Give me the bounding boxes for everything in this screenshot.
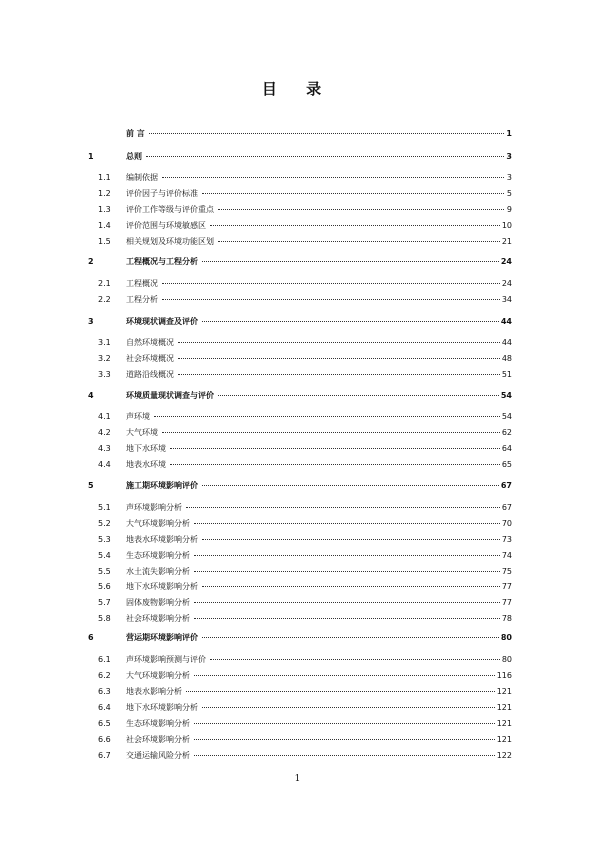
toc-entry-page: 5 (506, 189, 512, 198)
toc-entry[interactable] (88, 188, 512, 200)
toc-entry-label: 社会环境概况 (126, 354, 174, 363)
toc-entry-page: 3 (506, 173, 512, 182)
toc-entry-label: 生态环境影响分析 (126, 551, 190, 560)
toc-entry-label: 交通运输风险分析 (126, 751, 190, 760)
toc-entry-page: 9 (506, 205, 512, 214)
toc-leader-dots (178, 342, 500, 343)
toc-entry-number: 5.7 (98, 598, 111, 607)
toc-entry-page: 1 (506, 129, 512, 138)
toc-entry-label: 道路沿线概况 (126, 370, 174, 379)
toc-leader-dots (154, 416, 500, 417)
toc-entry[interactable] (88, 411, 512, 423)
toc-entry[interactable] (88, 670, 512, 682)
toc-entry-number: 6.6 (98, 735, 111, 744)
toc-entry-number: 5 (88, 481, 94, 490)
toc-entry-number: 1.4 (98, 221, 111, 230)
toc-entry-number: 2 (88, 257, 94, 266)
toc-entry[interactable] (88, 734, 512, 746)
toc-entry[interactable] (88, 369, 512, 381)
toc-entry-number: 6 (88, 633, 94, 642)
toc-entry-page: 80 (500, 633, 512, 642)
toc-entry-number: 6.4 (98, 703, 111, 712)
toc-entry[interactable] (88, 581, 512, 593)
toc-entry[interactable] (88, 480, 512, 492)
toc-leader-dots (194, 739, 495, 740)
toc-entry-page: 48 (501, 354, 512, 363)
toc-leader-dots (194, 618, 500, 619)
toc-entry-label: 社会环境影响分析 (126, 614, 190, 623)
toc-entry-number: 3.1 (98, 338, 111, 347)
toc-entry-number: 3 (88, 317, 94, 326)
toc-entry-label: 评价因子与评价标准 (126, 189, 198, 198)
toc-entry-page: 80 (501, 655, 512, 664)
toc-leader-dots (149, 133, 504, 134)
toc-leader-dots (218, 395, 499, 396)
toc-entry[interactable] (88, 459, 512, 471)
toc-entry-page: 75 (501, 567, 512, 576)
toc-leader-dots (202, 586, 500, 587)
toc-entry-page: 24 (501, 279, 512, 288)
toc-entry-number: 4.2 (98, 428, 111, 437)
toc-entry-number: 5.4 (98, 551, 111, 560)
toc-entry-label: 总则 (126, 152, 142, 161)
toc-entry-number: 4.4 (98, 460, 111, 469)
toc-leader-dots (202, 485, 499, 486)
toc-entry[interactable] (88, 172, 512, 184)
toc-leader-dots (194, 675, 495, 676)
toc-entry[interactable] (88, 427, 512, 439)
toc-entry-number: 3.2 (98, 354, 111, 363)
toc-leader-dots (202, 707, 495, 708)
toc-entry-label: 声环境影响分析 (126, 503, 182, 512)
toc-leader-dots (194, 523, 500, 524)
toc-entry-page: 70 (501, 519, 512, 528)
toc-entry-number: 5.5 (98, 567, 111, 576)
toc-entry-label: 地下水环境 (126, 444, 166, 453)
toc-entry[interactable] (88, 236, 512, 248)
toc-entry-label: 地下水环境影响分析 (126, 582, 198, 591)
toc-entry-number: 6.7 (98, 751, 111, 760)
toc-entry-page: 122 (496, 751, 512, 760)
toc-leader-dots (178, 374, 500, 375)
toc-entry-page: 121 (496, 687, 512, 696)
toc-entry[interactable] (88, 151, 512, 163)
toc-leader-dots (170, 464, 500, 465)
toc-entry-label: 工程分析 (126, 295, 158, 304)
toc-entry-number: 2.2 (98, 295, 111, 304)
toc-entry-label: 大气环境 (126, 428, 158, 437)
toc-leader-dots (186, 691, 495, 692)
toc-entry-label: 环境质量现状调查与评价 (126, 391, 214, 400)
toc-entry[interactable] (88, 686, 512, 698)
toc-entry[interactable] (88, 353, 512, 365)
toc-leader-dots (162, 283, 500, 284)
toc-entry-number: 4.1 (98, 412, 111, 421)
table-of-contents (88, 0, 512, 841)
toc-entry-label: 工程概况 (126, 279, 158, 288)
toc-entry-label: 施工期环境影响评价 (126, 481, 198, 490)
toc-leader-dots (202, 261, 499, 262)
page-number: 1 (294, 774, 301, 784)
toc-entry-page: 51 (501, 370, 512, 379)
toc-entry[interactable] (88, 316, 512, 328)
toc-entry-label: 声环境 (126, 412, 150, 421)
toc-entry-label: 编制依据 (126, 173, 158, 182)
toc-entry-number: 4.3 (98, 444, 111, 453)
toc-entry[interactable] (88, 294, 512, 306)
toc-entry-page: 65 (501, 460, 512, 469)
toc-entry[interactable] (88, 128, 512, 140)
toc-leader-dots (202, 637, 499, 638)
toc-leader-dots (218, 241, 500, 242)
toc-leader-dots (162, 432, 500, 433)
toc-entry[interactable] (88, 502, 512, 514)
toc-entry[interactable] (88, 702, 512, 714)
toc-entry-page: 54 (501, 412, 512, 421)
toc-entry[interactable] (88, 566, 512, 578)
toc-entry-page: 44 (500, 317, 512, 326)
toc-leader-dots (210, 659, 500, 660)
toc-entry-number: 5.3 (98, 535, 111, 544)
toc-leader-dots (170, 448, 500, 449)
toc-entry-label: 地下水环境影响分析 (126, 703, 198, 712)
toc-leader-dots (186, 507, 500, 508)
toc-entry-label: 地表水环境 (126, 460, 166, 469)
toc-leader-dots (194, 723, 495, 724)
toc-entry-page: 67 (501, 503, 512, 512)
toc-leader-dots (162, 177, 504, 178)
toc-leader-dots (202, 321, 499, 322)
toc-entry-number: 6.2 (98, 671, 111, 680)
toc-entry[interactable] (88, 443, 512, 455)
toc-entry-number: 6.5 (98, 719, 111, 728)
toc-entry-number: 5.6 (98, 582, 111, 591)
toc-entry-page: 77 (501, 598, 512, 607)
toc-leader-dots (162, 299, 500, 300)
toc-entry-page: 24 (500, 257, 512, 266)
toc-entry-page: 77 (501, 582, 512, 591)
toc-entry[interactable] (88, 718, 512, 730)
toc-entry-label: 自然环境概况 (126, 338, 174, 347)
toc-entry-label: 评价范围与环境敏感区 (126, 221, 206, 230)
toc-leader-dots (202, 193, 504, 194)
toc-entry[interactable] (88, 204, 512, 216)
toc-entry-number: 4 (88, 391, 94, 400)
toc-entry-page: 3 (506, 152, 512, 161)
toc-entry-label: 社会环境影响分析 (126, 735, 190, 744)
toc-entry-page: 21 (501, 237, 512, 246)
toc-leader-dots (202, 539, 500, 540)
toc-entry-number: 1.5 (98, 237, 111, 246)
toc-entry-label: 水土流失影响分析 (126, 567, 190, 576)
toc-entry[interactable] (88, 654, 512, 666)
toc-entry-label: 大气环境影响分析 (126, 519, 190, 528)
toc-entry-label: 生态环境影响分析 (126, 719, 190, 728)
toc-entry-label: 大气环境影响分析 (126, 671, 190, 680)
toc-entry[interactable] (88, 337, 512, 349)
toc-leader-dots (194, 571, 500, 572)
toc-entry-number: 5.8 (98, 614, 111, 623)
toc-entry-page: 62 (501, 428, 512, 437)
toc-entry[interactable] (88, 256, 512, 268)
toc-entry[interactable] (88, 534, 512, 546)
toc-leader-dots (146, 156, 504, 157)
toc-entry-page: 34 (501, 295, 512, 304)
toc-entry-number: 6.3 (98, 687, 111, 696)
toc-entry-number: 3.3 (98, 370, 111, 379)
toc-leader-dots (210, 225, 500, 226)
toc-entry-label: 相关规划及环境功能区划 (126, 237, 214, 246)
toc-entry-page: 74 (501, 551, 512, 560)
toc-entry[interactable] (88, 613, 512, 625)
toc-leader-dots (178, 358, 500, 359)
toc-entry-page: 121 (496, 719, 512, 728)
toc-entry-page: 54 (500, 391, 512, 400)
page-title: 目 录 (261, 80, 334, 98)
toc-entry-number: 1 (88, 152, 94, 161)
toc-leader-dots (218, 209, 504, 210)
toc-entry-label: 前 言 (126, 129, 145, 138)
toc-entry-label: 声环境影响预测与评价 (126, 655, 206, 664)
toc-entry[interactable] (88, 632, 512, 644)
toc-entry[interactable] (88, 750, 512, 762)
toc-entry[interactable] (88, 518, 512, 530)
toc-entry-page: 121 (496, 735, 512, 744)
toc-entry[interactable] (88, 597, 512, 609)
toc-entry-page: 121 (496, 703, 512, 712)
toc-entry-page: 116 (496, 671, 512, 680)
toc-entry-page: 78 (501, 614, 512, 623)
toc-entry-page: 44 (501, 338, 512, 347)
toc-entry-label: 地表水影响分析 (126, 687, 182, 696)
toc-entry-number: 1.1 (98, 173, 111, 182)
toc-entry-page: 10 (501, 221, 512, 230)
toc-entry-number: 1.3 (98, 205, 111, 214)
toc-entry[interactable] (88, 390, 512, 402)
toc-leader-dots (194, 555, 500, 556)
toc-entry-label: 环境现状调查及评价 (126, 317, 198, 326)
toc-entry[interactable] (88, 550, 512, 562)
toc-entry-label: 固体废物影响分析 (126, 598, 190, 607)
toc-entry-label: 工程概况与工程分析 (126, 257, 198, 266)
toc-entry-page: 73 (501, 535, 512, 544)
toc-entry-number: 5.1 (98, 503, 111, 512)
toc-entry-label: 评价工作等级与评价重点 (126, 205, 214, 214)
toc-entry[interactable] (88, 220, 512, 232)
toc-entry-label: 营运期环境影响评价 (126, 633, 198, 642)
toc-entry-number: 5.2 (98, 519, 111, 528)
toc-entry-label: 地表水环境影响分析 (126, 535, 198, 544)
toc-entry-number: 6.1 (98, 655, 111, 664)
toc-entry-number: 2.1 (98, 279, 111, 288)
toc-leader-dots (194, 755, 495, 756)
toc-entry-number: 1.2 (98, 189, 111, 198)
toc-entry[interactable] (88, 278, 512, 290)
toc-entry-page: 64 (501, 444, 512, 453)
toc-entry-page: 67 (500, 481, 512, 490)
toc-leader-dots (194, 602, 500, 603)
